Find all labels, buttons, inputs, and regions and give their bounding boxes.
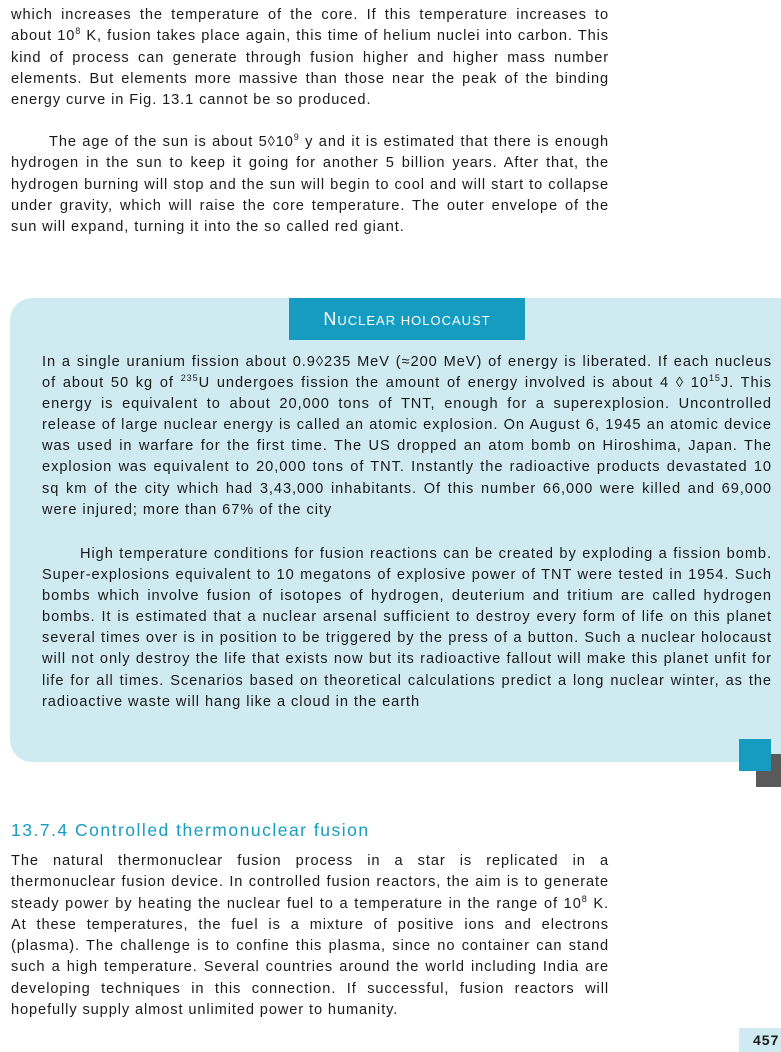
intro-paragraph-1: which increases the temperature of the core. If this temperature increases to about $10^8$ K, fusion takes place again, this time of helium nuclei into carbon. This kind of process can generate through fusion higher and higher mass number elements. But elements more massive than those near the peak of the binding energy curve in Fig. 13.1 cannot be so produced.: [11, 7, 609, 109]
box-paragraph-2: High temperature conditions for fusion reactions can be created by exploding a fission bomb. Super-explosions equivalent to 10 megatons of explosive power of TNT were tested in 1954. Such bombs which involve fusion of isotopes of hydrogen, deuterium and tritium are called hydrogen bombs. It is estimated that a nuclear arsenal sufficient to destroy every form of life on this planet several times over is in position to be triggered by the press of a button. Such a nuclear holocaust will not only destroy the life that exists now but its radioactive fallout will make this planet unfit for life for all times. Scenarios based on theoretical calculations predict a long nuclear winter, as the radioactive waste will hang like a cloud in the earth: [42, 546, 772, 710]
decorative-blue-square: [739, 739, 771, 771]
section-paragraph: The natural thermonuclear fusion process in a star is replicated in a thermonuclear fusion device. In controlled fusion reactors, the aim is to generate steady power by heating the nuclear fuel to a temperature in the range of $10^8$ K. At these temperatures, the fuel is a mixture of positive ions and electrons (plasma). The challenge is to confine this plasma, since no container can stand such a high temperature. Several countries around the world including India are developing techniques in this connection. If successful, fusion reactors will hopefully supply almost unlimited power to humanity.: [11, 853, 610, 1019]
intro-paragraph-2: The age of the sun is about $5◊10^9$ y and it is estimated that there is enough hydrogen in the sun to keep it going for another 5 billion years. After that, the hydrogen burning will stop and the sun will begin to cool and will start to collapse under gravity, which will raise the core temperature. The outer envelope of the sun will expand, turning it into the so called red giant.: [11, 132, 609, 236]
section-heading: 13.7.4 Controlled thermonuclear fusion: [11, 820, 370, 840]
page-number: 457: [739, 1028, 781, 1052]
box-title: NUCLEAR HOLOCAUST: [289, 298, 525, 340]
box-paragraph-1: In a single uranium fission about 0.9◊235 MeV (≈200 MeV) of energy is liberated. If each nucleus of about 50 kg of $^{235}$U undergoes fission the amount of energy involved is about 4 ◊ $10^{15}J$. This energy is equivalent to about 20,000 tons of TNT, enough for a superexplosion. Uncontrolled release of large nuclear energy is called an atomic explosion. On August 6, 1945 an atomic device was used in warfare for the first time. The US dropped an atom bomb on Hiroshima, Japan. The explosion was equivalent to 20,000 tons of TNT. Instantly the radioactive products devastated 10 sq km of the city which had 3,43,000 inhabitants. Of this number 66,000 were killed and 69,000 were injured; more than 67% of the city: [42, 354, 772, 518]
